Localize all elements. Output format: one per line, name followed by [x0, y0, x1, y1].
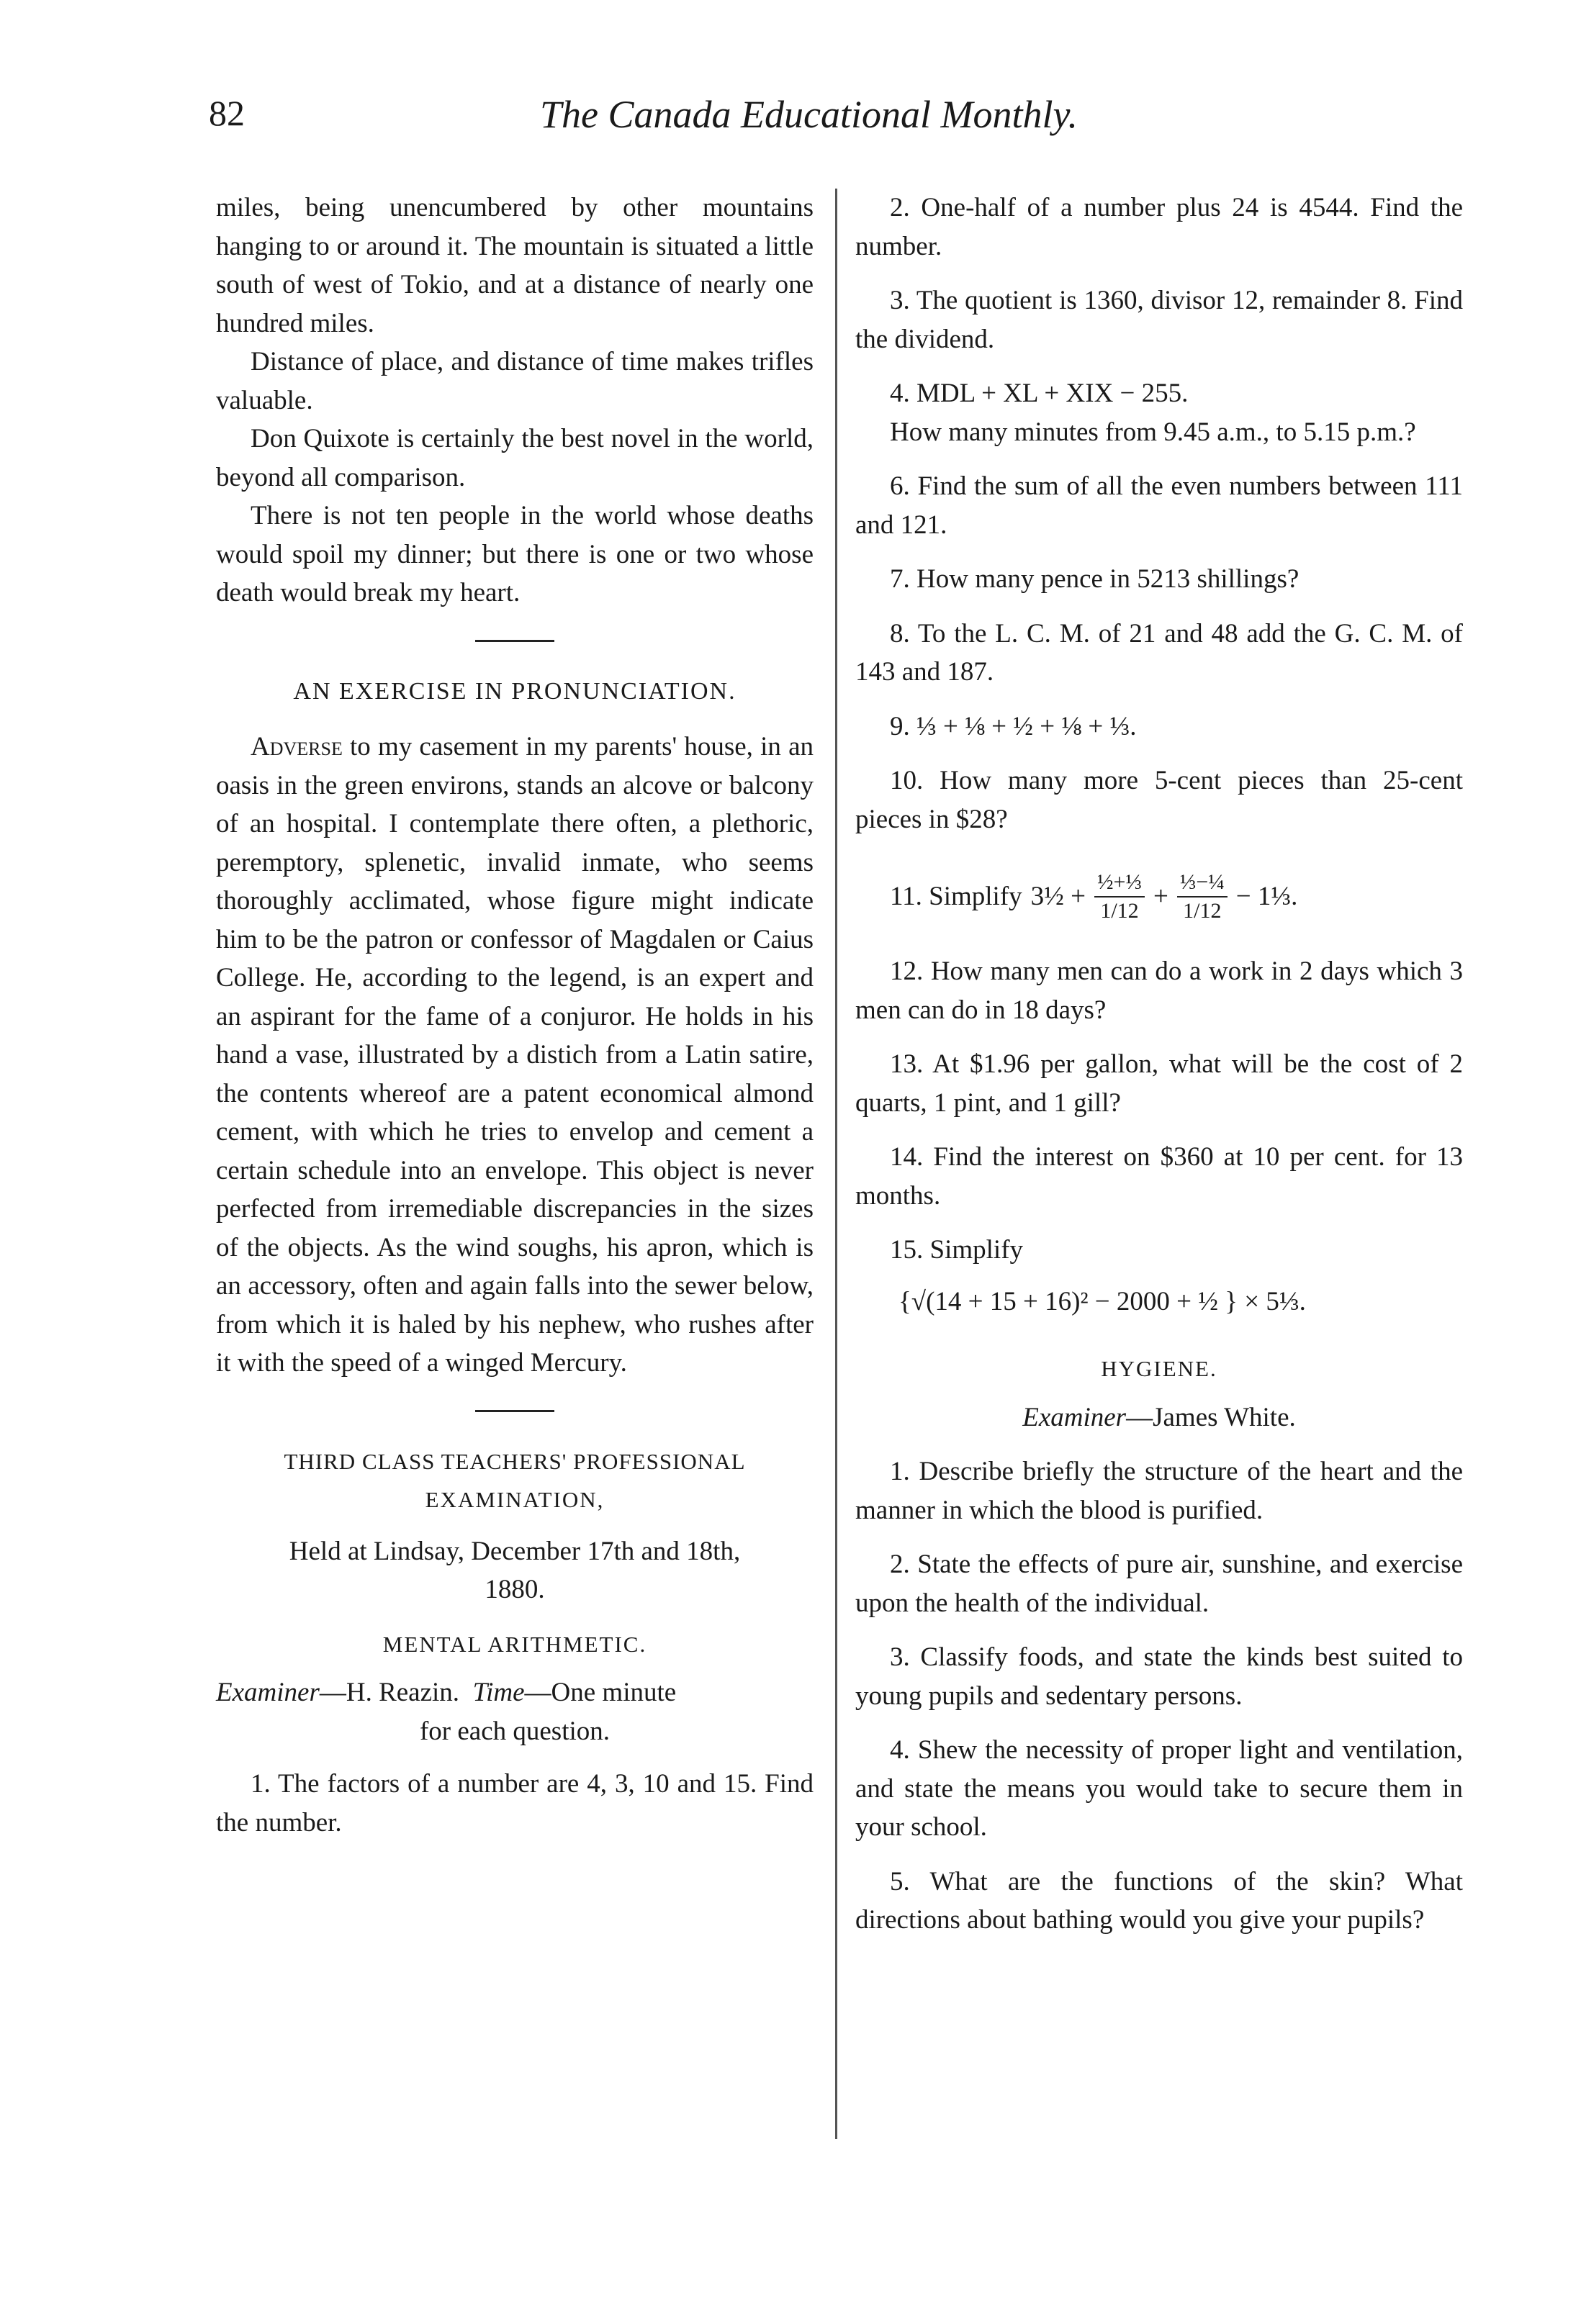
paragraph-dinner: There is not ten people in the world whose deaths would spoil my dinner; but there is one or two whose death would break my heart. [216, 501, 814, 607]
section-separator [475, 640, 554, 642]
page-header [209, 92, 1166, 150]
hygiene-examiner-name: —James White. [1126, 1402, 1296, 1432]
hygiene-question-4: 4. Shew the necessity of proper light and ventilation, and state the means you would take to secure them in your school. [855, 1735, 1463, 1842]
exam-heading-line1: THIRD CLASS TEACHERS' PROFESSIONAL [284, 1448, 746, 1474]
question-2: 2. One-half of a number plus 24 is 4544. Find the number. [855, 193, 1463, 261]
hygiene-question-1: 1. Describe briefly the structure of the heart and the manner in which the blood is purified. [855, 1457, 1463, 1525]
fraction-1-denominator: 1/12 [1100, 899, 1139, 923]
paragraph-distance: Distance of place, and distance of time makes trifles valuable. [216, 347, 814, 415]
question-10: 10. How many more 5-cent pieces than 25-cent pieces in $28? [855, 766, 1463, 834]
question-15: 15. Simplify [890, 1235, 1024, 1265]
question-11 [855, 857, 1463, 936]
question-5: How many minutes from 9.45 a.m., to 5.15 p.m.? [890, 417, 1416, 447]
question-15-expression: {√(14 + 15 + 16)² − 2000 + ½ } × 5⅓. [898, 1286, 1306, 1316]
question-1: 1. The factors of a number are 4, 3, 10 and 15. Find the number. [216, 1769, 814, 1837]
hygiene-question-2: 2. State the effects of pure air, sunshine, and exercise upon the health of the individual. [855, 1550, 1463, 1618]
examiner-line [216, 1673, 814, 1712]
hygiene-heading: HYGIENE. [1101, 1356, 1217, 1381]
held-line2: 1880. [485, 1575, 545, 1604]
section-separator [475, 1410, 554, 1412]
question-12: 12. How many men can do a work in 2 days which 3 men can do in 18 days? [855, 957, 1463, 1025]
time-line2: for each question. [419, 1716, 611, 1746]
question-11-plus: + [1153, 882, 1168, 912]
exercise-text: to my casement in my parents' house, in an oasis in the green environs, stands an alcove or balcony of an hospital. I contemplate there often, a plethoric, peremptory, splenetic, invalid inmate, who seems thoroughly acclimated, whose figure might indicate him to be the patron or confessor of Magdalen or Caius College. He, according to the legend, is an expert and an aspirant for the fame of a conjuror. He holds in his hand a vase, illustrated by a distich from a Latin satire, the contents whereof are a patent economical almond cement, with which he tries to envelop and cement a certain schedule into an envelope. This object is never perfected from irremediable discrepancies in the sizes of the objects. As the wind soughs, his apron, which is an accessory, often and again falls into the sewer below, from which it is haled by his nephew, who rushes after it with the speed of a winged Mercury. [216, 732, 814, 1378]
running-title: The Canada Educational Monthly. [540, 93, 1078, 136]
question-11-label: 11. Simplify [890, 882, 1022, 912]
hygiene-examiner-label: Examiner [1022, 1402, 1127, 1432]
question-6: 6. Find the sum of all the even numbers between 111 and 121. [855, 471, 1463, 540]
page-number: 82 [209, 93, 245, 133]
paragraph-mountain: miles, being unencumbered by other mountains hanging to or around it. The mountain is situated a little south of west of Tokio, and at a distance of nearly one hundred miles. [216, 193, 814, 338]
hygiene-question-3: 3. Classify foods, and state the kinds best suited to young pupils and sedentary persons. [855, 1642, 1463, 1711]
question-7: 7. How many pence in 5213 shillings? [890, 564, 1300, 594]
hygiene-examiner-line [855, 1398, 1463, 1437]
fraction-2-numerator: ⅓−¼ [1177, 869, 1228, 898]
time-label: Time [472, 1678, 525, 1707]
exam-heading-line2: EXAMINATION, [425, 1487, 605, 1512]
time-value: —One minute [524, 1678, 677, 1707]
right-column [855, 189, 1463, 1940]
held-line1: Held at Lindsay, December 17th and 18th, [289, 1536, 741, 1566]
fraction-2-denominator: 1/12 [1183, 899, 1222, 923]
question-4: 4. MDL + XL + XIX − 255. [890, 379, 1189, 408]
column-divider [835, 189, 837, 2139]
exercise-paragraph [216, 728, 814, 1383]
question-9: 9. ⅓ + ⅛ + ½ + ⅛ + ⅓. [890, 711, 1137, 741]
question-11-fraction-2 [1177, 869, 1228, 925]
question-8: 8. To the L. C. M. of 21 and 48 add the G. C. M. of 143 and 187. [855, 618, 1463, 687]
paragraph-quixote: Don Quixote is certainly the best novel in the world, beyond all comparison. [216, 424, 814, 492]
left-column [216, 189, 814, 1842]
question-11-fraction-1 [1094, 869, 1145, 925]
examiner-name: —H. Reazin. [319, 1678, 460, 1707]
mental-arithmetic-heading: MENTAL ARITHMETIC. [382, 1631, 647, 1657]
question-14: 14. Find the interest on $360 at 10 per cent. for 13 months. [855, 1142, 1463, 1211]
hygiene-question-5: 5. What are the functions of the skin? What directions about bathing would you give your pupils? [855, 1866, 1463, 1935]
question-11-tail: − 1⅓. [1235, 882, 1298, 912]
fraction-1-numerator: ½+⅓ [1094, 869, 1145, 898]
exercise-heading: AN EXERCISE IN PRONUNCIATION. [293, 677, 737, 705]
exercise-first-word: Adverse [251, 732, 343, 761]
question-13: 13. At $1.96 per gallon, what will be the cost of 2 quarts, 1 pint, and 1 gill? [855, 1049, 1463, 1118]
examiner-label: Examiner [216, 1678, 320, 1707]
question-3: 3. The quotient is 1360, divisor 12, remainder 8. Find the dividend. [855, 286, 1463, 354]
question-11-whole: 3½ + [1030, 882, 1086, 912]
